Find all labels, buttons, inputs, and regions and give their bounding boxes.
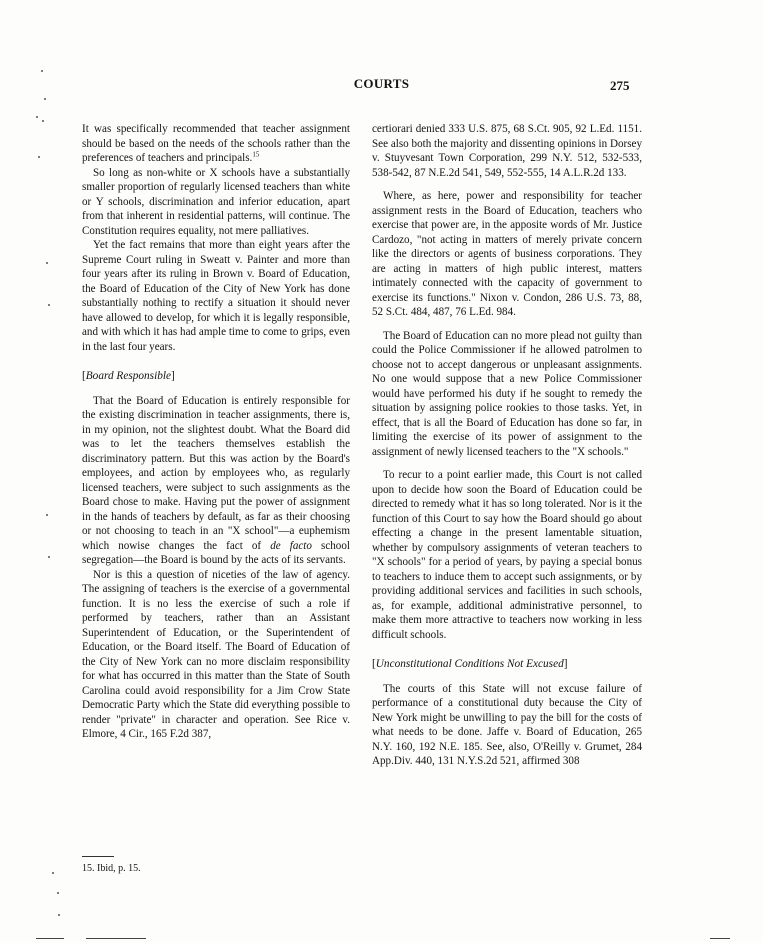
paragraph: To recur to a point earlier made, this Court is not called upon to decide how soon the Board of Education could be directed to remedy what it has so long tolerated. Nor is it the function of this Court to say how the Board should go about effecting a change in the present lamentable situation, whether by compulsory assignments of veteran teachers to "X schools" for a period of years, by paying a special bonus to teachers to induce them to accept such assignments, or by providing additional services and facilities in such schools, as, for example, additional administrative personnel, to make them more attractive to teachers now working in less difficult schools. <box>372 469 642 641</box>
scan-speck <box>46 514 48 516</box>
page-number: 275 <box>610 78 630 93</box>
paragraph: The courts of this State will not excuse failure of performance of a constitutional duty because the City of New York might be unwilling to pay the bill for the costs of what needs to be done. Jaffe v. Board of Education, 265 N.Y. 160, 192 N.E. 185. See, also, O'Reilly v. Grumet, 284 App.Div. 440, 131 N.Y.S.2d 521, affirmed 308 <box>372 682 642 767</box>
scan-speck <box>48 304 50 306</box>
running-title: COURTS <box>353 76 410 91</box>
paragraph: It was specifically recommended that teacher assignment should be based on the needs of the schools rather than the preferences of teachers and principals.$^{15}$ <box>82 123 350 164</box>
scan-speck <box>52 872 54 874</box>
scan-edge-line <box>86 938 146 939</box>
paragraph: That the Board of Education is entirely responsible for the existing discrimination in teacher assignments, there is, in my opinion, not the slightest doubt. What the Board did was to let the teachers themselves establish the discriminatory pattern. But this was action by the Board's employees, and action by employees who, as regularly licensed teachers, were subject to such assignments as the Board chose to make. Having put the power of assignment in the hands of teachers by default, as far as their choosing or not choosing to teach in an "X school"—a euphemism which nowise changes the fact of de facto school segregation—the Board is bound by the acts of its servants. <box>82 394 350 566</box>
paragraph: Yet the fact remains that more than eight years after the Supreme Court ruling in Sweatt v. Painter and more than four years after its ruling in Brown v. Board of Education, the Board of Education of the City of New York has done substantially nothing to rectify a situation it should never have allowed to develop, for which it is legally responsible, and with which it has had ample time to come to grips, even in the last four years. <box>82 239 350 353</box>
footnote-rule <box>82 856 114 857</box>
paragraph: Nor is this a question of niceties of the law of agency. The assigning of teachers is the exercise of a governmental function. It is no less the exercise of such a role if performed by teachers, rather than an Assistant Superintendent of Education, or the Superintendent of Education, or the Board itself. The Board of Education of the City of New York can no more disclaim responsibility for what has occurred in this matter than the State of South Carolina could avoid responsibility for a Jim Crow State Democratic Party which the State did everything possible to render "private" in character and operation. See Rice v. Elmore, 4 Cir., 165 F.2d 387, <box>82 568 350 740</box>
left-column <box>82 122 350 742</box>
scan-edge-line <box>36 938 64 939</box>
footnote: 15. Ibid, p. 15. <box>82 863 141 874</box>
section-heading: [Unconstitutional Conditions Not Excused] <box>372 658 568 670</box>
paragraph: The Board of Education can no more plead not guilty than could the Police Commissioner if he allowed patrolmen to choose not to accept dangerous or unpleasant assignments. No one would suppose that a new Police Commissioner would have performed his duty if he sought to remedy the situation by assigning police rookies to those tasks. Yet, in effect, that is all the Board of Education has done so far, in limiting the exercise of its power of assignment to the assignment of newly licensed teachers to the "X schools." <box>372 329 642 458</box>
paragraph: Where, as here, power and responsibility for teacher assignment rests in the Board of Education, teachers who exercise that power are, in the apposite words of Mr. Justice Cardozo, "not acting in matters of merely private concern like the directors or agents of business corporations. They are acting in matters of high public interest, matters intimately connected with the capacity of government to exercise its functions." Nixon v. Condon, 286 U.S. 73, 88, 52 S.Ct. 484, 487, 76 L.Ed. 984. <box>372 190 642 318</box>
section-heading: [Board Responsible] <box>82 370 175 382</box>
scan-speck <box>44 98 46 100</box>
right-column <box>372 122 642 769</box>
scan-speck <box>41 70 43 72</box>
scan-speck <box>38 156 40 158</box>
scan-speck <box>42 120 44 122</box>
scan-speck <box>58 914 60 916</box>
scan-speck <box>46 262 48 264</box>
scan-edge-line <box>710 938 730 939</box>
scan-speck <box>57 892 59 894</box>
scan-speck <box>48 556 50 558</box>
paragraph: So long as non-white or X schools have a substantially smaller proportion of regularly licensed teachers than white or Y schools, discrimination and inferior education, apart from that inherent in residential patterns, will continue. The Constitution requires equality, not mere palliatives. <box>82 166 350 237</box>
paragraph: certiorari denied 333 U.S. 875, 68 S.Ct. 905, 92 L.Ed. 1151. See also both the majority and dissenting opinions in Dorsey v. Stuyvesant Town Corporation, 299 N.Y. 512, 532-533, 538-542, 87 N.E.2d 541, 549, 552-555, 14 A.L.R.2d 133. <box>372 123 642 179</box>
scan-speck <box>36 116 38 118</box>
footnote-ref: 15 <box>252 150 260 159</box>
